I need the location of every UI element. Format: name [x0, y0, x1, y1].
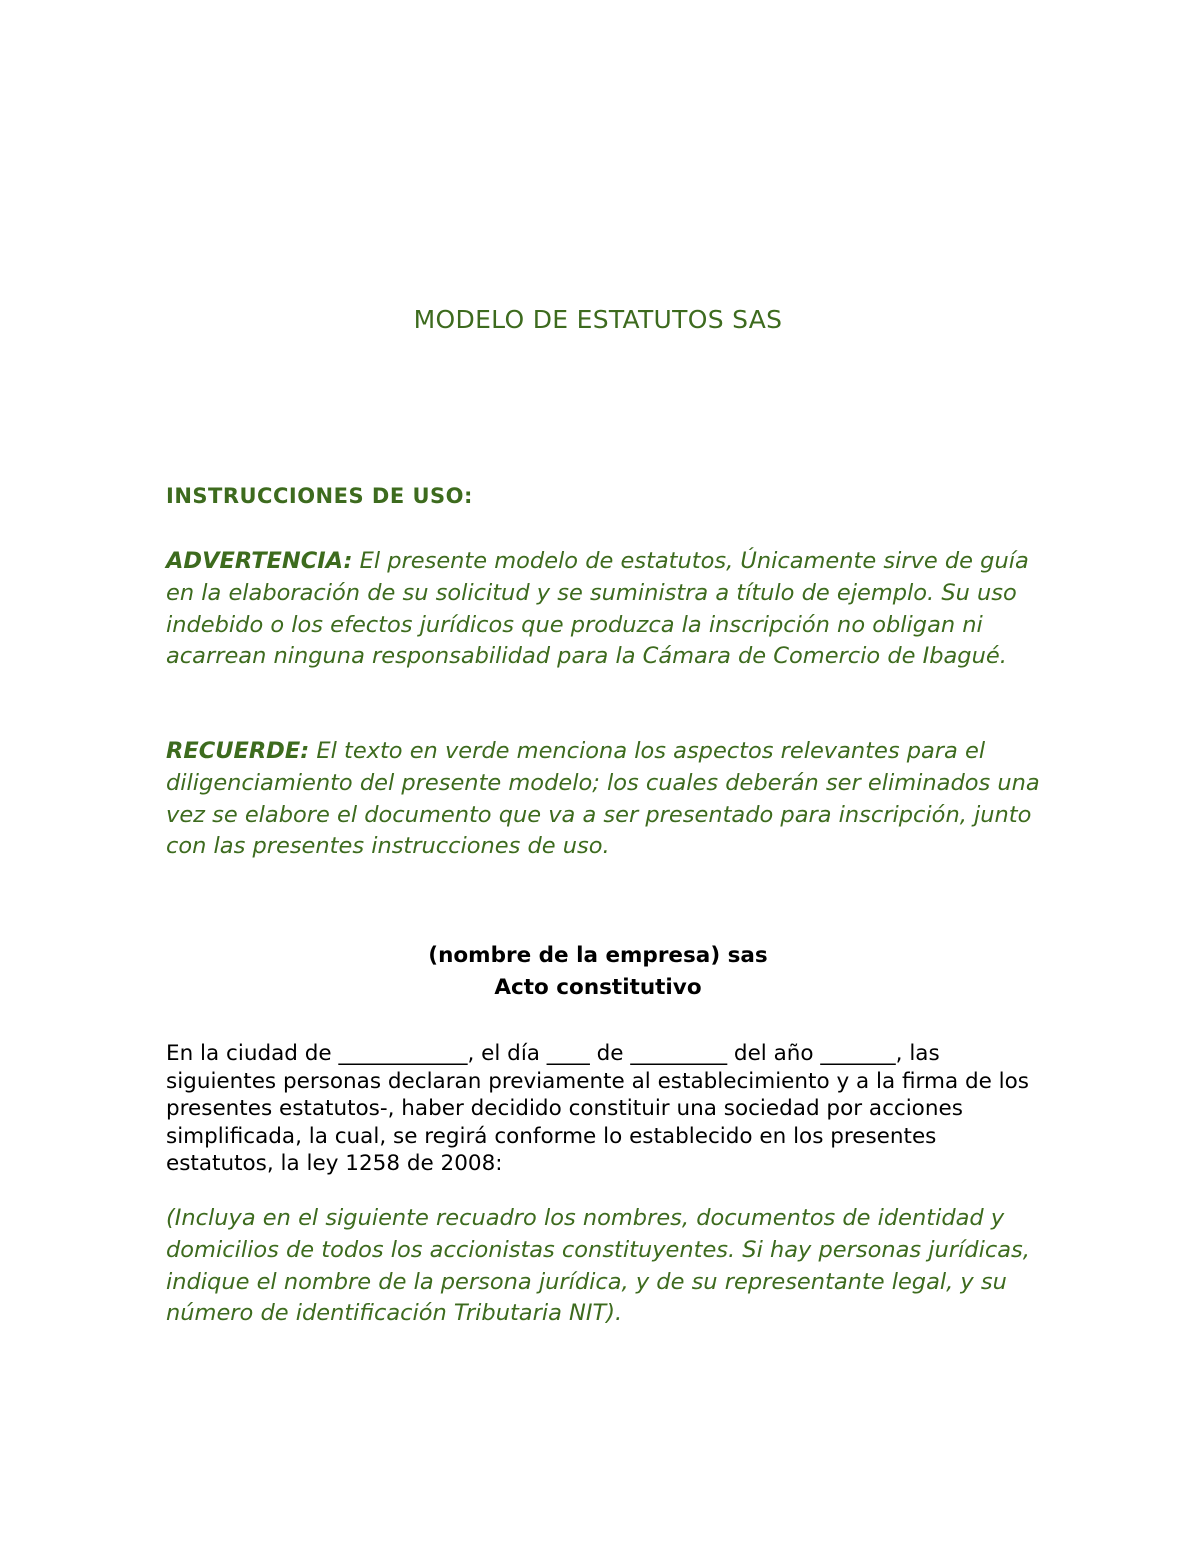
company-name-line: (nombre de la empresa) sas	[428, 943, 768, 968]
document-title: MODELO DE ESTATUTOS SAS	[413, 305, 783, 334]
advertencia-label: ADVERTENCIA:	[166, 548, 353, 574]
constitutive-paragraph: En la ciudad de ____________, el día ____ de _________ del año _______, las siguientes personas declaran previamente al establecimiento y a la firma de los presentes estatutos-, haber decidido constituir una sociedad por acciones simplificada, la cual, se regirá conforme lo establecido en los presentes estatutos, la ley 1258 de 2008:	[166, 1041, 1029, 1176]
company-heading	[0, 940, 1196, 1003]
advertencia-text: El presente modelo de estatutos, Únicamente sirve de guía en la elaboración de su solicitud y se suministra a título de ejemplo. Su uso indebido o los efectos jurídicos que produzca la inscripción no obligan ni acarrean ninguna responsabilidad para la Cámara de Comercio de Ibagué.	[166, 548, 1029, 670]
company-subtitle: Acto constitutivo	[494, 974, 702, 1000]
recuerde-text: El texto en verde menciona los aspectos relevantes para el diligenciamiento del presente modelo; los cuales deberán ser eliminados una vez se elabore el documento que va a ser presentado para inscripción, junto con las presentes instrucciones de uso.	[166, 738, 1040, 860]
advertencia-paragraph	[166, 546, 1046, 673]
include-note-paragraph: (Incluya en el siguiente recuadro los nombres, documentos de identidad y domicilios de todos los accionistas constituyentes. Si hay personas jurídicas, indique el nombre de la persona jurídica, y de su representante legal, y su número de identificación Tributaria NIT).	[166, 1205, 1030, 1327]
instructions-heading: INSTRUCCIONES DE USO:	[166, 484, 473, 508]
recuerde-label: RECUERDE:	[166, 738, 310, 764]
recuerde-paragraph	[166, 736, 1046, 863]
